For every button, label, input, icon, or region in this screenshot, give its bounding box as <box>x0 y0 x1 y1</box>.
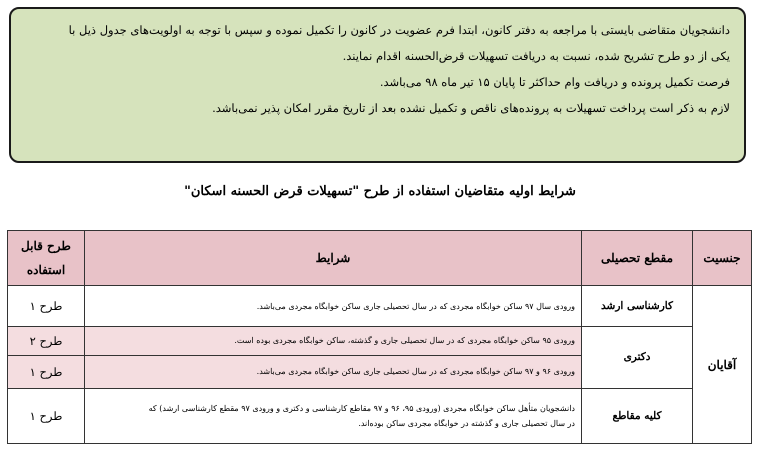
notice-line: لازم به ذکر است پرداخت تسهیلات به پرونده‌های ناقص و تکمیل نشده بعد از تاریخ مقرر امکان پذیر نمی‌باشد. <box>212 101 730 115</box>
condition-line: در سال تحصیلی جاری و گذشته در خوابگاه مجردی ساکن بوده‌اند. <box>358 418 575 428</box>
plan-cell: طرح ۱ <box>8 286 85 327</box>
header-plan-line2: استفاده <box>26 263 66 277</box>
table-row <box>8 388 752 443</box>
header-degree: مقطع تحصیلی <box>582 231 693 286</box>
condition-cell: ورودی سال ۹۷ ساکن خوابگاه مجردی که در سال تحصیلی جاری ساکن خوابگاه مجردی می‌باشد. <box>85 286 582 327</box>
gender-cell: آقایان <box>693 286 752 444</box>
notice-line: یکی از دو طرح تشریح شده، نسبت به دریافت تسهیلات قرض‌الحسنه اقدام نمایند. <box>342 49 730 63</box>
condition-cell: ورودی ۹۵ ساکن خوابگاه مجردی که در سال تحصیلی جاری و گذشته، ساکن خوابگاه مجردی بوده است. <box>85 327 582 356</box>
notice-box <box>9 7 746 163</box>
condition-cell: ورودی ۹۶ و ۹۷ ساکن خوابگاه مجردی که در سال تحصیلی جاری ساکن خوابگاه مجردی می‌باشد. <box>85 355 582 388</box>
table-row <box>8 286 752 327</box>
conditions-table <box>7 230 752 444</box>
header-plan-line1: طرح قابل <box>21 239 71 253</box>
header-conditions: شرایط <box>85 231 582 286</box>
degree-phd: دکتری <box>582 327 693 389</box>
condition-cell <box>85 388 582 443</box>
table-header-row <box>8 231 752 286</box>
degree-masters: کارشناسی ارشد <box>582 286 693 327</box>
notice-line: فرصت تکمیل پرونده و دریافت وام حداکثر تا پایان ۱۵ تیر ماه ۹۸ می‌باشد. <box>379 75 730 89</box>
condition-line: دانشجویان متأهل ساکن خوابگاه مجردی (ورودی ۹۵، ۹۶ و ۹۷ مقاطع کارشناسی و دکتری و ورودی ۹۷ مقطع کارشناسی ارشد) که <box>148 403 575 413</box>
header-gender: جنسیت <box>693 231 752 286</box>
plan-cell: طرح ۱ <box>8 355 85 388</box>
plan-cell: طرح ۲ <box>8 327 85 356</box>
table-title: شرایط اولیه متقاضیان استفاده از طرح "تسهیلات قرض الحسنه اسکان" <box>184 184 576 199</box>
table-row <box>8 327 752 356</box>
degree-all: کلیه مقاطع <box>582 388 693 443</box>
plan-cell: طرح ۱ <box>8 388 85 443</box>
notice-line: دانشجویان متقاضی بایستی با مراجعه به دفتر کانون، ابتدا فرم عضویت در کانون را تکمیل نموده و سپس با توجه به اولویت‌های جدول ذیل با <box>68 23 730 37</box>
header-plan <box>8 231 85 286</box>
